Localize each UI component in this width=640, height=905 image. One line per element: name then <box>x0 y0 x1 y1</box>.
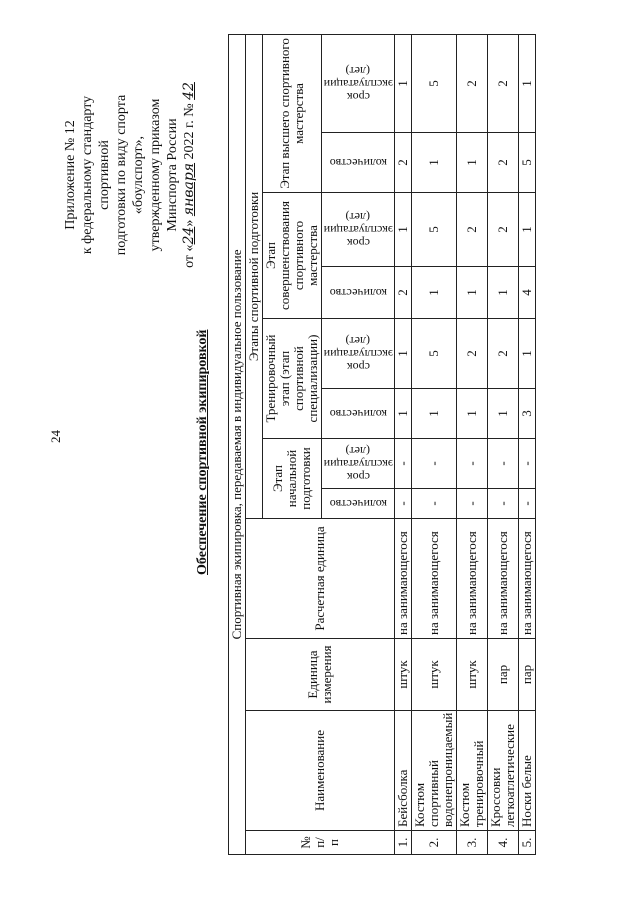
table-row <box>395 34 412 854</box>
cell-term: 1 <box>519 34 536 132</box>
stage-header: Этап высшего спортивного мастерства <box>263 34 322 192</box>
row-num: 4. <box>488 831 519 855</box>
subheader-term <box>322 439 395 489</box>
date-mid: » <box>182 216 197 227</box>
row-unit: пар <box>488 639 519 711</box>
row-num: 1. <box>395 831 412 855</box>
row-calc: на занимающегося <box>412 519 457 639</box>
row-unit: пар <box>519 639 536 711</box>
cell-term: 1 <box>395 319 412 389</box>
row-calc: на занимающегося <box>457 519 488 639</box>
handwritten-month: января <box>181 162 197 217</box>
handwritten-order-number: 42 <box>181 82 197 100</box>
cell-term: 2 <box>457 319 488 389</box>
cell-term: - <box>412 439 457 489</box>
row-num: 2. <box>412 831 457 855</box>
cell-quantity: 2 <box>395 133 412 193</box>
subheader-qty <box>322 267 395 319</box>
subheader-term <box>322 319 395 389</box>
col-header-name: Наименование <box>246 711 395 831</box>
cell-quantity: - <box>488 489 519 519</box>
subheader-qty-text: количество <box>329 407 387 421</box>
table-row <box>488 34 519 854</box>
cell-quantity: 1 <box>457 267 488 319</box>
appendix-line: Приложение № 12 <box>63 120 78 230</box>
appendix-header <box>62 65 198 285</box>
table-header-row <box>229 34 246 854</box>
row-calc: на занимающегося <box>395 519 412 639</box>
cell-term: 1 <box>395 34 412 132</box>
cell-quantity: 2 <box>488 133 519 193</box>
group-header: Спортивная экипировка, передаваемая в индивидуальное пользование <box>229 34 246 854</box>
subheader-term <box>322 193 395 267</box>
subheader-term-text: срок эксплуатации (лет) <box>323 210 393 250</box>
subheader-qty <box>322 489 395 519</box>
cell-term: - <box>519 439 536 489</box>
row-name: Костюм спортивный водонепроницаемый <box>412 711 457 831</box>
subheader-term-text: срок эксплуатации (лет) <box>323 63 393 104</box>
subheader-term-text: срок эксплуатации (лет) <box>323 334 393 374</box>
cell-term: 2 <box>457 34 488 132</box>
cell-term: 2 <box>488 319 519 389</box>
appendix-line: утвержденному приказом <box>148 98 163 252</box>
cell-term: - <box>488 439 519 489</box>
table-header-row <box>246 34 263 854</box>
cell-term: 2 <box>488 193 519 267</box>
cell-quantity: 1 <box>412 267 457 319</box>
appendix-line: к федеральному стандарту спортивной <box>80 95 112 255</box>
cell-quantity: 1 <box>457 133 488 193</box>
cell-quantity: 2 <box>395 267 412 319</box>
cell-quantity: - <box>457 489 488 519</box>
cell-quantity: 3 <box>519 389 536 439</box>
cell-term: 1 <box>519 319 536 389</box>
document-title: Обеспечение спортивной экипировкой <box>195 329 210 575</box>
cell-quantity: 1 <box>457 389 488 439</box>
cell-term: 5 <box>412 34 457 132</box>
stage-header: Этап совершенствования спортивного мастерства <box>263 193 322 319</box>
subheader-qty <box>322 133 395 193</box>
cell-term: 2 <box>488 34 519 132</box>
table-row <box>457 34 488 854</box>
cell-quantity: - <box>395 489 412 519</box>
subheader-qty-text: количество <box>329 156 387 170</box>
row-name: Носки белые <box>519 711 536 831</box>
cell-quantity: 5 <box>519 133 536 193</box>
cell-quantity: 4 <box>519 267 536 319</box>
appendix-line: Минспорта России <box>165 118 180 232</box>
subheader-qty <box>322 389 395 439</box>
cell-quantity: 1 <box>395 389 412 439</box>
cell-term: - <box>457 439 488 489</box>
row-unit: штук <box>412 639 457 711</box>
cell-term: 5 <box>412 319 457 389</box>
row-calc: на занимающегося <box>488 519 519 639</box>
equipment-table <box>228 34 536 855</box>
cell-quantity: 1 <box>488 267 519 319</box>
col-header-num: № п/п <box>246 831 395 855</box>
row-num: 3. <box>457 831 488 855</box>
row-calc: на занимающегося <box>519 519 536 639</box>
row-unit: штук <box>395 639 412 711</box>
order-date-line <box>181 65 198 285</box>
date-year: 2022 г. № <box>182 99 197 163</box>
table-row <box>519 34 536 854</box>
cell-quantity: 1 <box>488 389 519 439</box>
appendix-line: подготовки по виду спорта «боулспорт», <box>114 94 146 256</box>
cell-term: 2 <box>457 193 488 267</box>
col-header-calc: Расчетная единица <box>246 519 395 639</box>
cell-quantity: 1 <box>412 389 457 439</box>
cell-term: 5 <box>412 193 457 267</box>
row-unit: штук <box>457 639 488 711</box>
table-body <box>395 34 536 854</box>
col-header-unit: Единица измерения <box>246 639 395 711</box>
row-num: 5. <box>519 831 536 855</box>
date-prefix: от « <box>182 244 197 268</box>
row-name: Костюм тренировочный <box>457 711 488 831</box>
handwritten-day: 24 <box>181 226 197 245</box>
cell-quantity: - <box>412 489 457 519</box>
table-row <box>412 34 457 854</box>
page-number: 24 <box>48 430 63 443</box>
cell-quantity: 1 <box>412 133 457 193</box>
stages-header: Этапы спортивной подготовки <box>246 34 263 518</box>
subheader-qty-text: количество <box>329 497 387 511</box>
subheader-qty-text: количество <box>329 286 387 300</box>
cell-term: 1 <box>395 193 412 267</box>
row-name: Бейсболка <box>395 711 412 831</box>
cell-quantity: - <box>519 489 536 519</box>
stage-header: Этап начальной подготовки <box>263 439 322 519</box>
cell-term: - <box>395 439 412 489</box>
stage-header: Тренировочный этап (этап спортивной специализации) <box>263 319 322 439</box>
subheader-term-text: срок эксплуатации (лет) <box>323 444 393 484</box>
row-name: Кроссовки легкоатлетические <box>488 711 519 831</box>
cell-term: 1 <box>519 193 536 267</box>
subheader-term <box>322 34 395 132</box>
